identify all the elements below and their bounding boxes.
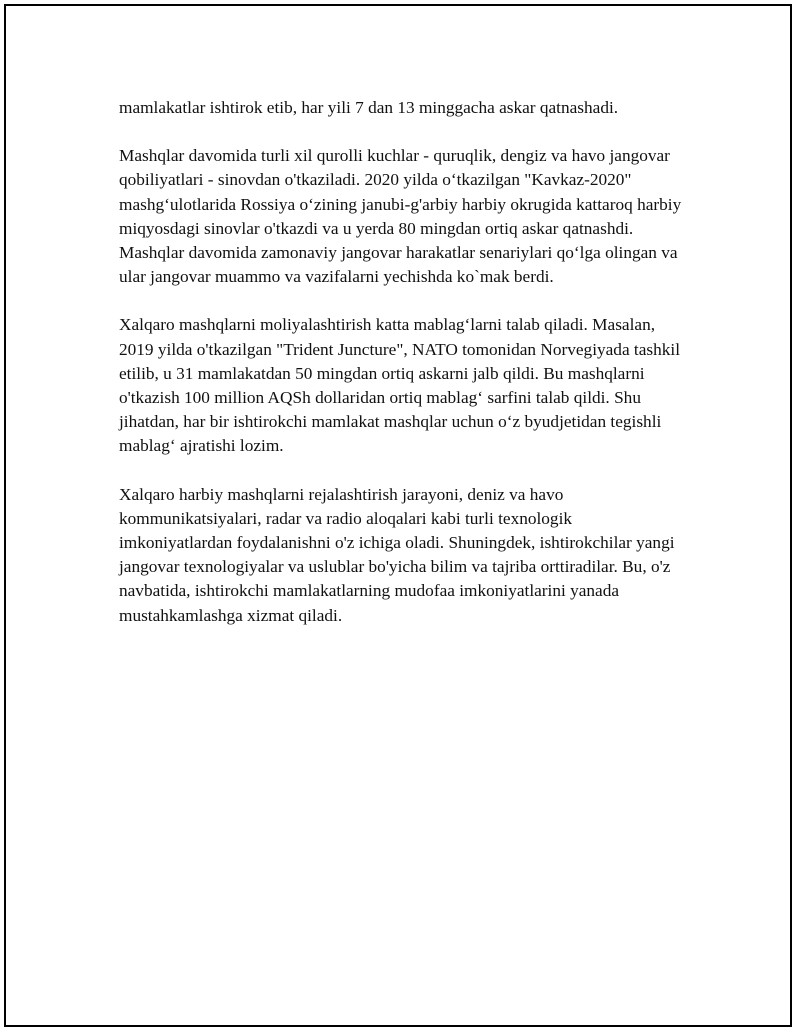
paragraph-2: Mashqlar davomida turli xil qurolli kuchlar - quruqlik, dengiz va havo jangovar qobiliyatlari - sinovdan o'tkaziladi. 2020 yilda o‘tkazilgan "Kavkaz-2020" mashg‘ulotlarida Rossiya o‘zining janubi-g'arbiy harbiy okrugida kattaroq harbiy miqyosdagi sinovlar o'tkazdi va u yerda 80 mingdan ortiq askar qatnashdi. Mashqlar davomida zamonaviy jangovar harakatlar senariylari qo‘lga olingan va ular jangovar muammo va vazifalarni yechishda ko`mak berdi. [119, 146, 682, 287]
document-body [119, 96, 684, 652]
paragraph-4: Xalqaro harbiy mashqlarni rejalashtirish jarayoni, deniz va havo kommunikatsiyalari, radar va radio aloqalari kabi turli texnologik imkoniyatlardan foydalanishni o'z ichiga oladi. Shuningdek, ishtirokchilar yangi jangovar texnologiyalar va uslublar bo'yicha bilim va tajriba orttiradilar. Bu, o'z navbatida, ishtirokchi mamlakatlarning mudofaa imkoniyatlarini yanada mustahkamlashga xizmat qiladi. [119, 484, 675, 625]
document-page [4, 4, 792, 1027]
paragraph-1: mamlakatlar ishtirok etib, har yili 7 dan 13 minggacha askar qatnashadi. [119, 98, 619, 117]
paragraph-3: Xalqaro mashqlarni moliyalashtirish katta mablag‘larni talab qiladi. Masalan, 2019 yilda o'tkazilgan "Trident Juncture", NATO tomonidan Norvegiyada tashkil etilib, u 31 mamlakatdan 50 mingdan ortiq askarni jalb qildi. Bu mashqlarni o'tkazish 100 million AQSh dollaridan ortiq mablag‘ sarfini talab qildi. Shu jihatdan, har bir ishtirokchi mamlakat mashqlar uchun o‘z byudjetidan tegishli mablag‘ ajratishi lozim. [119, 315, 681, 456]
